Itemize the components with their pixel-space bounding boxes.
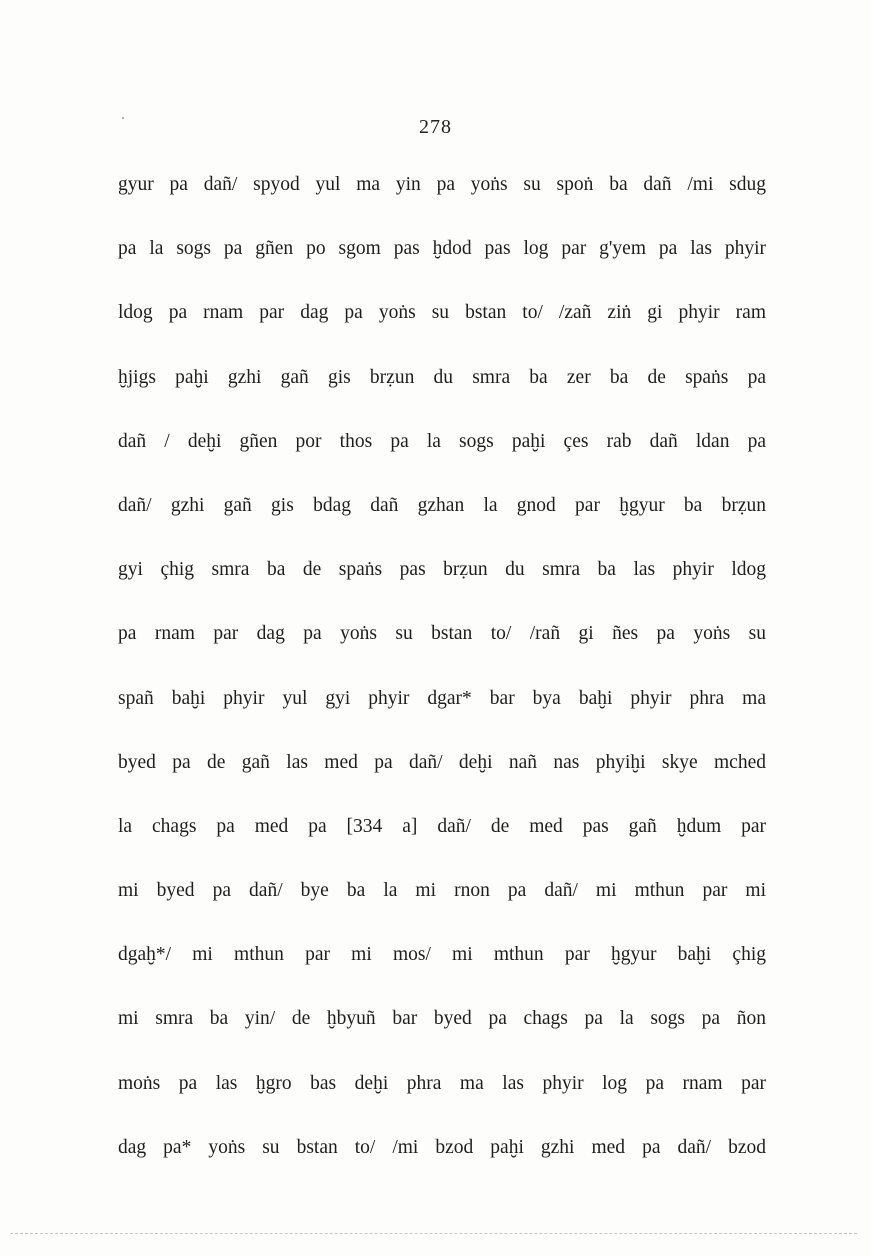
text-line: la chags pa med pa [334 a] dañ/ de med pas gañ ḫdum par (118, 815, 766, 837)
text-line: dgaḫ*/ mi mthun par mi mos/ mi mthun par ḫgyur baḫi çhig (118, 944, 766, 966)
text-line: gyi çhig smra ba de spaṅs pas brẓun du smra ba las phyir ldog (118, 559, 766, 581)
text-line: dañ/ gzhi gañ gis bdag dañ gzhan la gnod par ḫgyur ba brẓun (118, 494, 766, 516)
text-line: mi smra ba yin/ de ḫbyuñ bar byed pa chags pa la sogs pa ñon (118, 1008, 766, 1030)
text-line: pa rnam par dag pa yoṅs su bstan to/ /rañ gi ñes pa yoṅs su (118, 623, 766, 645)
page-bottom-edge (10, 1233, 857, 1234)
text-line: mi byed pa dañ/ bye ba la mi rnon pa dañ/ mi mthun par mi (118, 880, 766, 902)
text-line: gyur pa dañ/ spyod yul ma yin pa yoṅs su spoṅ ba dañ /mi sdug (118, 174, 766, 195)
text-line: pa la sogs pa gñen po sgom pas ḫdod pas log par g'yem pa las phyir (118, 238, 766, 260)
body-text (118, 168, 768, 1195)
text-line: ldog pa rnam par dag pa yoṅs su bstan to/ /zañ ziṅ gi phyir ram (118, 302, 766, 324)
text-line: ḫjigs paḫi gzhi gañ gis brẓun du smra ba zer ba de spaṅs pa (118, 366, 766, 388)
page-number: 278 (419, 116, 452, 138)
text-line: dañ / deḫi gñen por thos pa la sogs paḫi çes rab dañ ldan pa (118, 430, 766, 452)
text-line: spañ baḫi phyir yul gyi phyir dgar* bar bya baḫi phyir phra ma (118, 687, 766, 709)
text-line: moṅs pa las ḫgro bas deḫi phra ma las phyir log pa rnam par (118, 1072, 766, 1094)
text-line: byed pa de gañ las med pa dañ/ deḫi nañ nas phyiḫi skye mched (118, 751, 766, 773)
text-line: dag pa* yoṅs su bstan to/ /mi bzod paḫi gzhi med pa dañ/ bzod (118, 1136, 766, 1158)
